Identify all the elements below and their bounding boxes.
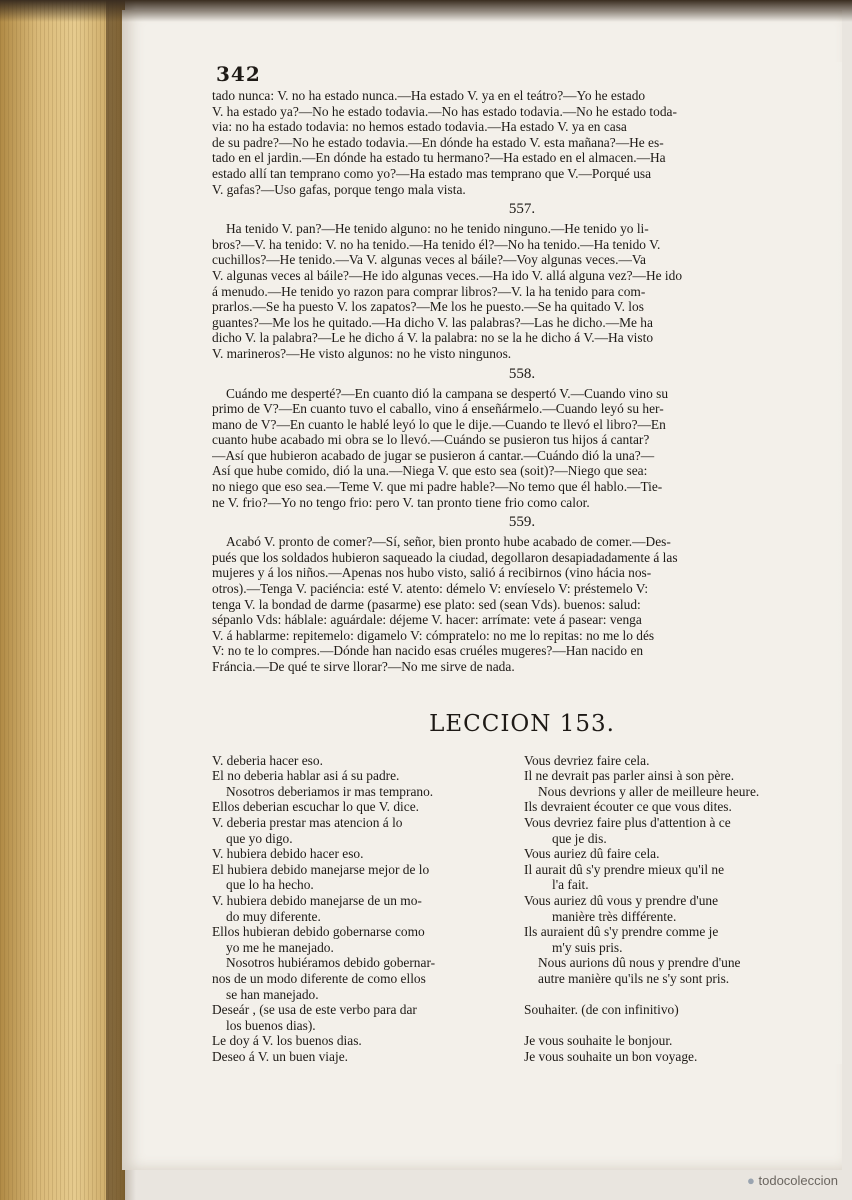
spanish-phrase: Deseo á V. un buen viaje. — [212, 1048, 348, 1064]
vocab-row — [212, 784, 842, 800]
spanish-phrase: V. deberia hacer eso. — [212, 752, 323, 768]
vocab-row — [212, 1049, 842, 1065]
french-phrase: Souhaiter. (de con infinitivo) — [524, 1002, 679, 1018]
spanish-phrase: se han manejado. — [226, 986, 319, 1002]
french-phrase: autre manière qu'ils ne s'y sont pris. — [538, 970, 730, 986]
vocab-row — [212, 862, 842, 878]
lesson-title: LECCION 153. — [429, 710, 615, 737]
text-line: tenga V. la bondad de darme (pasarme) ese plato: sed (sean Vds). buenos: salud: — [212, 596, 641, 612]
spanish-phrase: Nosotros hubiéramos debido gobernar- — [226, 955, 436, 971]
vocab-row — [212, 987, 842, 1003]
text-line: Cuándo me desperté?—En cuanto dió la campana se despertó V.—Cuando vino su — [226, 385, 669, 401]
text-line: V. gafas?—Uso gafas, porque tengo mala vista. — [212, 181, 466, 197]
text-line: prarlos.—Se ha puesto V. los zapatos?—Me los he puesto.—Se ha quitado V. los — [212, 299, 644, 315]
french-phrase: Ils auraient dû s'y prendre comme je — [524, 924, 719, 940]
text-line: Fráncia.—De qué te sirve llorar?—No me sirve de nada. — [212, 659, 515, 674]
french-phrase: que je dis. — [552, 830, 607, 846]
text-line: cuanto hube acabado mi obra se lo llevó.—Cuándo se pusieron tus hijos á cantar? — [212, 432, 650, 448]
vocab-row — [212, 971, 842, 987]
text-line: V. ha estado ya?—No he estado todavia.—No has estado todavia.—No he estado toda- — [212, 103, 677, 119]
watermark: ● todocoleccion — [747, 1173, 838, 1188]
spanish-phrase: V. hubiera debido manejarse de un mo- — [212, 892, 422, 908]
text-line: otros).—Tenga V. paciéncia: esté V. atento: démelo V: envíeselo V: préstemelo V: — [212, 581, 649, 597]
spanish-phrase: Nosotros deberiamos ir mas temprano. — [226, 783, 434, 799]
text-line: Acabó V. pronto de comer?—Sí, señor, bien pronto hube acabado de comer.—Des- — [226, 534, 671, 550]
french-phrase: Vous devriez faire cela. — [524, 752, 650, 768]
french-phrase — [538, 1018, 852, 1034]
exercise-557-text — [212, 221, 842, 361]
text-line: Ha tenido V. pan?—He tenido alguno: no he tenido ninguno.—He tenido yo li- — [226, 221, 649, 237]
spanish-phrase: nos de un modo diferente de como ellos — [212, 970, 426, 986]
spanish-phrase: los buenos dias). — [226, 1017, 316, 1033]
vocab-row — [212, 924, 842, 940]
vocab-row — [212, 1033, 842, 1049]
french-phrase: Nous aurions dû nous y prendre d'une — [538, 955, 741, 971]
vocab-row — [212, 877, 842, 893]
text-line: ne V. frio?—Yo no tengo frio: pero V. tan pronto tiene frio como calor. — [212, 494, 590, 510]
exercise-number-557: 557. — [508, 201, 536, 218]
text-line: V. á hablarme: repitemelo: digamelo V: cómpratelo: no me lo repitas: no me lo dés — [212, 627, 655, 643]
spanish-phrase: Deseár , (se usa de este verbo para dar — [212, 1002, 417, 1018]
text-line: pués que los soldados hubieron saqueado la ciudad, degollaron desapiadadamente á las — [212, 549, 678, 565]
vocab-row — [212, 831, 842, 847]
text-line: tado en el jardin.—En dónde ha estado tu hermano?—Ha estado en el almacen.—Ha — [212, 150, 666, 166]
text-line: via: no ha estado todavia: no hemos estado todavia.—Ha estado V. ya en casa — [212, 119, 627, 135]
french-phrase: Je vous souhaite le bonjour. — [524, 1033, 673, 1049]
spanish-phrase: El no deberia hablar asi á su padre. — [212, 768, 400, 784]
french-phrase: Vous auriez dû faire cela. — [524, 846, 660, 862]
text-line: V. marineros?—He visto algunos: no he visto ningunos. — [212, 345, 512, 361]
text-line: V. algunas veces al báile?—He ido algunas veces.—Ha ido V. allá alguna vez?—He ido — [212, 267, 683, 283]
spanish-phrase: Ellos hubieran debido gobernarse como — [212, 924, 425, 940]
french-phrase: Je vous souhaite un bon voyage. — [524, 1048, 698, 1064]
french-phrase — [538, 987, 852, 1003]
text-line: cuchillos?—He tenido.—Va V. algunas veces al báile?—Voy algunas veces.—Va — [212, 252, 646, 268]
spanish-phrase: yo me he manejado. — [226, 939, 334, 955]
spanish-phrase: que lo ha hecho. — [226, 877, 314, 893]
vocab-row — [212, 768, 842, 784]
text-line: no niego que eso sea.—Teme V. que mi padre hable?—No temo que él hablo.—Tie- — [212, 479, 663, 495]
text-line: Así que hube comido, dió la una.—Niega V. que esto sea (soit)?—Niego que sea: — [212, 463, 648, 479]
text-line: primo de V?—En cuanto tuvo el caballo, vino á enseñármelo.—Cuando leyó su her- — [212, 401, 664, 417]
vocab-row — [212, 893, 842, 909]
french-phrase: l'a fait. — [552, 877, 589, 893]
french-phrase: Vous devriez faire plus d'attention à ce — [524, 814, 731, 830]
vocab-row — [212, 955, 842, 971]
french-phrase: Vous auriez dû vous y prendre d'une — [524, 892, 719, 908]
watermark-text: todocoleccion — [758, 1173, 838, 1188]
text-line: bros?—V. ha tenido: V. no ha tenido.—Ha tenido él?—No ha tenido.—Ha tenido V. — [212, 236, 661, 252]
vocab-row — [212, 846, 842, 862]
spanish-phrase: V. deberia prestar mas atencion á lo — [212, 814, 403, 830]
exercise-number-559: 559. — [508, 514, 536, 531]
exercise-number-558: 558. — [508, 365, 536, 382]
intro-paragraph — [212, 88, 842, 197]
french-phrase: m'y suis pris. — [552, 939, 623, 955]
vocab-row — [212, 1002, 842, 1018]
text-line: sépanlo Vds: háblale: aguárdale: déjeme V. hacer: arrímate: vete á pasear: venga — [212, 612, 642, 628]
text-line: á menudo.—He tenido yo razon para comprar libros?—V. la ha tenido para com- — [212, 283, 646, 299]
vocab-row — [212, 815, 842, 831]
exercise-559-text — [212, 534, 842, 674]
book-page — [122, 10, 842, 1170]
page-number: 342 — [216, 62, 261, 86]
french-phrase: manière très différente. — [552, 908, 677, 924]
spanish-phrase: El hubiera debido manejarse mejor de lo — [212, 861, 430, 877]
text-line: mujeres y á los niños.—Apenas nos hubo visto, salió á recibirnos (vino hácia nos- — [212, 565, 652, 581]
text-line: tado nunca: V. no ha estado nunca.—Ha estado V. ya en el teátro?—Yo he estado — [212, 88, 646, 103]
vocabulary-table — [212, 753, 842, 1065]
vocab-row — [212, 753, 842, 769]
french-phrase: Il ne devrait pas parler ainsi à son père. — [524, 768, 735, 784]
spanish-phrase: Ellos deberian escuchar lo que V. dice. — [212, 799, 419, 815]
vocab-row — [212, 1018, 842, 1034]
vocab-row — [212, 799, 842, 815]
text-line: —Así que hubieron acabado de jugar se pusieron á cantar.—Cuándo dió la una?— — [212, 447, 655, 463]
french-phrase: Il aurait dû s'y prendre mieux qu'il ne — [524, 861, 725, 877]
spanish-phrase: Le doy á V. los buenos dias. — [212, 1033, 362, 1049]
text-line: V: no te lo compres.—Dónde han nacido esas cruéles mugeres?—Han nacido en — [212, 643, 644, 659]
text-line: dicho V. la palabra?—Le he dicho á V. la palabra: no se la he dicho á V.—Ha visto — [212, 330, 654, 346]
french-phrase: Ils devraient écouter ce que vous dites. — [524, 799, 732, 815]
top-shadow — [0, 0, 852, 22]
text-line: guantes?—Me los he quitado.—Ha dicho V. las palabras?—Las he dicho.—Me ha — [212, 314, 653, 330]
spanish-phrase: que yo digo. — [226, 830, 293, 846]
vocab-row — [212, 940, 842, 956]
page-content — [212, 62, 842, 1064]
text-line: estado allí tan temprano como yo?—Ha estado mas temprano que V.—Porqué usa — [212, 165, 652, 181]
exercise-558-text — [212, 386, 842, 511]
spanish-phrase: do muy diferente. — [226, 908, 321, 924]
text-line: mano de V?—En cuanto le hablé leyó lo que le dije.—Cuando te llevó el libro?—En — [212, 416, 666, 432]
text-line: de su padre?—No he estado todavia.—En dónde ha estado V. esta mañana?—He es- — [212, 134, 664, 150]
french-phrase: Nous devrions y aller de meilleure heure. — [538, 783, 760, 799]
spanish-phrase: V. hubiera debido hacer eso. — [212, 846, 364, 862]
vocab-row — [212, 909, 842, 925]
